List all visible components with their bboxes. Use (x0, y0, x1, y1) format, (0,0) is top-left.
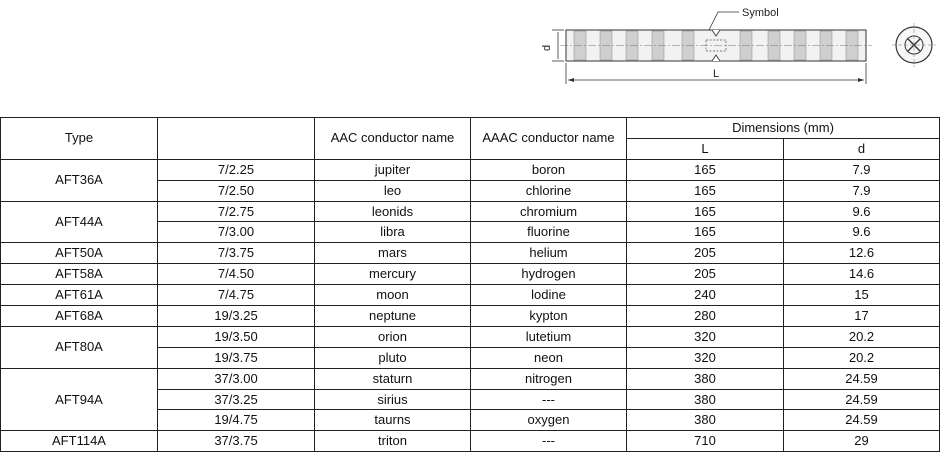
cell-aaac: helium (471, 243, 627, 264)
cell-type: AFT114A (1, 431, 158, 452)
header-aaac: AAAC conductor name (471, 118, 627, 160)
cell-type: AFT44A (1, 201, 158, 243)
spec-table (0, 117, 940, 452)
cell-strand: 19/3.75 (158, 347, 315, 368)
cell-strand: 37/3.75 (158, 431, 315, 452)
cell-d: 9.6 (784, 222, 940, 243)
cell-type: AFT80A (1, 326, 158, 368)
cell-aaac: --- (471, 389, 627, 410)
cell-l: 320 (627, 326, 784, 347)
cell-aac: leo (315, 180, 471, 201)
cell-strand: 7/2.50 (158, 180, 315, 201)
table-row (1, 159, 940, 180)
table-row (1, 201, 940, 222)
cell-aaac: nitrogen (471, 368, 627, 389)
cell-aaac: hydrogen (471, 264, 627, 285)
cell-aac: mercury (315, 264, 471, 285)
cell-aaac: chlorine (471, 180, 627, 201)
cell-aac: jupiter (315, 159, 471, 180)
cell-l: 280 (627, 306, 784, 327)
cell-d: 29 (784, 431, 940, 452)
cell-aac: libra (315, 222, 471, 243)
cell-l: 380 (627, 410, 784, 431)
cell-aaac: neon (471, 347, 627, 368)
cell-strand: 19/3.25 (158, 306, 315, 327)
header-dimensions: Dimensions (mm) (627, 118, 940, 139)
header-type: Type (1, 118, 158, 160)
cell-aac: pluto (315, 347, 471, 368)
cell-l: 165 (627, 180, 784, 201)
cell-l: 710 (627, 431, 784, 452)
table-row (1, 264, 940, 285)
header-L: L (627, 138, 784, 159)
cell-d: 20.2 (784, 347, 940, 368)
cell-aac: triton (315, 431, 471, 452)
cell-d: 15 (784, 285, 940, 306)
cell-l: 320 (627, 347, 784, 368)
cell-strand: 7/2.75 (158, 201, 315, 222)
cell-strand: 7/2.25 (158, 159, 315, 180)
cell-strand: 7/4.75 (158, 285, 315, 306)
cell-d: 24.59 (784, 368, 940, 389)
cell-aac: sirius (315, 389, 471, 410)
cell-l: 165 (627, 159, 784, 180)
cell-aac: orion (315, 326, 471, 347)
cell-aac: mars (315, 243, 471, 264)
header-strand (158, 118, 315, 160)
cell-aaac: boron (471, 159, 627, 180)
table-row (1, 368, 940, 389)
header-d: d (784, 138, 940, 159)
cell-aaac: fluorine (471, 222, 627, 243)
cell-d: 9.6 (784, 201, 940, 222)
cell-aaac: oxygen (471, 410, 627, 431)
table-row (1, 243, 940, 264)
header-aac: AAC conductor name (315, 118, 471, 160)
cell-l: 380 (627, 389, 784, 410)
cell-aac: taurns (315, 410, 471, 431)
cell-l: 240 (627, 285, 784, 306)
cell-l: 380 (627, 368, 784, 389)
table-row (1, 285, 940, 306)
cell-l: 205 (627, 243, 784, 264)
cell-strand: 19/3.50 (158, 326, 315, 347)
cell-d: 7.9 (784, 159, 940, 180)
cell-strand: 37/3.25 (158, 389, 315, 410)
d-dimension-label: d (541, 44, 553, 51)
cell-d: 20.2 (784, 326, 940, 347)
cell-strand: 19/4.75 (158, 410, 315, 431)
cell-type: AFT61A (1, 285, 158, 306)
cell-aaac: lutetium (471, 326, 627, 347)
cell-type: AFT68A (1, 306, 158, 327)
cell-aaac: --- (471, 431, 627, 452)
end-view-icon (892, 23, 936, 67)
cell-aac: leonids (315, 201, 471, 222)
cell-aac: staturn (315, 368, 471, 389)
cell-aac: neptune (315, 306, 471, 327)
cell-l: 165 (627, 201, 784, 222)
cell-d: 24.59 (784, 389, 940, 410)
cell-d: 17 (784, 306, 940, 327)
cell-strand: 7/3.75 (158, 243, 315, 264)
table-row (1, 326, 940, 347)
cell-type: AFT58A (1, 264, 158, 285)
cell-strand: 37/3.00 (158, 368, 315, 389)
sleeve-drawing (530, 4, 940, 92)
cell-strand: 7/4.50 (158, 264, 315, 285)
table-row (1, 431, 940, 452)
cell-aaac: kypton (471, 306, 627, 327)
cell-type: AFT50A (1, 243, 158, 264)
cell-aac: moon (315, 285, 471, 306)
spec-table-body (1, 159, 940, 451)
cell-d: 7.9 (784, 180, 940, 201)
cell-d: 24.59 (784, 410, 940, 431)
L-dimension-label: L (713, 68, 720, 80)
cell-d: 14.6 (784, 264, 940, 285)
cell-aaac: chromium (471, 201, 627, 222)
cell-type: AFT94A (1, 368, 158, 431)
symbol-label: Symbol (742, 7, 779, 19)
table-row (1, 306, 940, 327)
cell-d: 12.6 (784, 243, 940, 264)
cell-aaac: lodine (471, 285, 627, 306)
cell-type: AFT36A (1, 159, 158, 201)
header-row (1, 118, 940, 139)
cell-l: 205 (627, 264, 784, 285)
cell-l: 165 (627, 222, 784, 243)
cell-strand: 7/3.00 (158, 222, 315, 243)
